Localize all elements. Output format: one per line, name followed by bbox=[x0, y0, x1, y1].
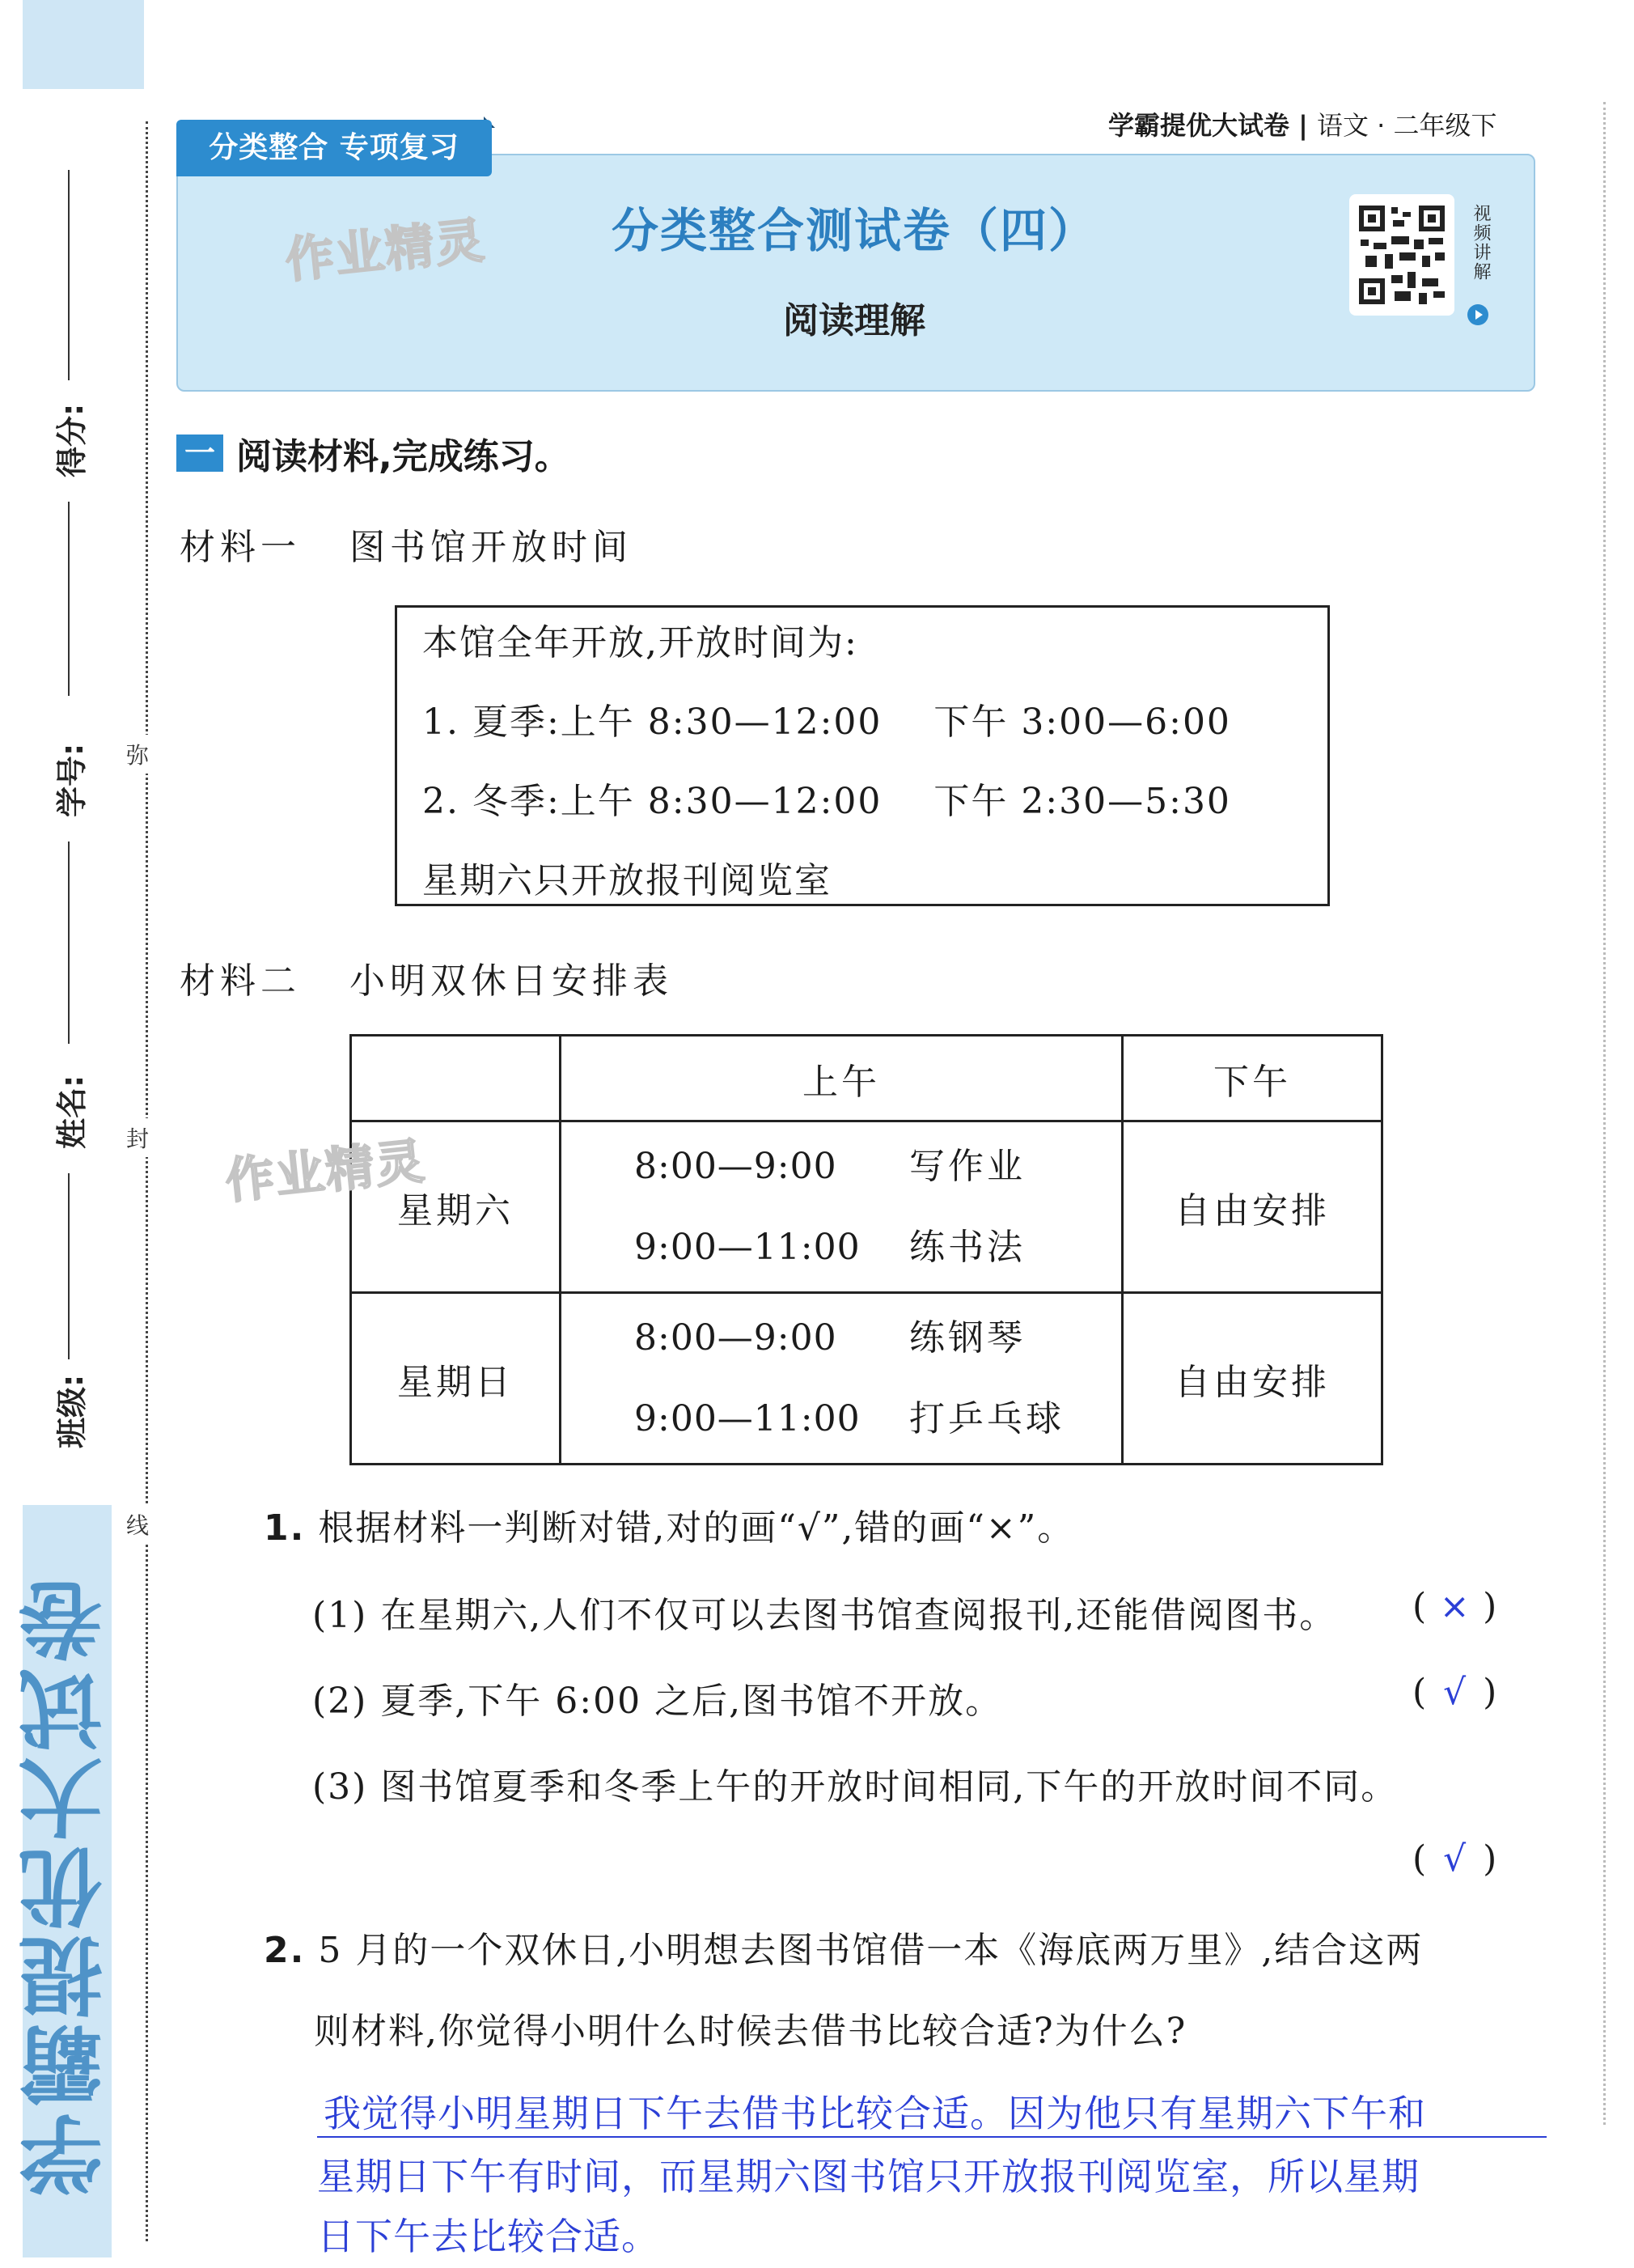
qr-code-icon[interactable] bbox=[1349, 194, 1454, 316]
slot-activity: 练钢琴 bbox=[909, 1316, 1026, 1359]
afternoon-cell: 自由安排 bbox=[1123, 1121, 1382, 1293]
slot-time: 8:00—9:00 bbox=[634, 1316, 837, 1359]
q1-item-3-text: (3) 图书馆夏季和冬季上午的开放时间相同,下午的开放时间不同。 bbox=[312, 1766, 1399, 1808]
table-row bbox=[351, 1293, 1382, 1465]
brand-vertical-logo: 学霸提优大试卷 bbox=[18, 1574, 117, 2197]
book-subject: 语文 · 二年级下 bbox=[1316, 110, 1497, 141]
book-name: 学霸提优大试卷 bbox=[1108, 110, 1290, 141]
question-2-prompt bbox=[264, 1921, 1423, 1973]
watermark-top: 作业精灵 bbox=[282, 212, 489, 290]
table-header-row bbox=[351, 1036, 1382, 1121]
score-line bbox=[68, 170, 70, 380]
category-tag: 分类整合 专项复习 bbox=[176, 120, 492, 176]
right-margin-rule bbox=[1603, 102, 1608, 2125]
test-title: 分类整合测试卷（四） bbox=[611, 203, 1097, 258]
material2-title: 小明双休日安排表 bbox=[349, 960, 673, 1002]
material1-label: 材料一 bbox=[180, 527, 301, 568]
class-line bbox=[68, 1173, 70, 1359]
name-label: 姓名: bbox=[54, 1075, 90, 1149]
table-row bbox=[351, 1121, 1382, 1293]
watermark-middle: 作业精灵 bbox=[222, 1133, 429, 1210]
q2-answer-line-3[interactable]: 日下午去比较合适。 bbox=[317, 2215, 659, 2258]
section-title: 阅读材料,完成练习。 bbox=[236, 436, 570, 477]
question-2-line-1: 5 月的一个双休日,小明想去图书馆借一本《海底两万里》,结合这两 bbox=[318, 1930, 1424, 1971]
student-no-label: 学号: bbox=[54, 743, 90, 817]
slot-time: 9:00—11:00 bbox=[634, 1397, 861, 1439]
column-header-afternoon: 下午 bbox=[1123, 1036, 1382, 1121]
q1-item-2-answer-box[interactable]: ( √ ) bbox=[1412, 1672, 1497, 1713]
book-label: 学霸提优大试卷 | 语文 · 二年级下 bbox=[1108, 110, 1497, 141]
hours-line-summer: 1. 夏季:上午 8:30—12:00 下午 3:00—6:00 bbox=[422, 702, 1231, 743]
schedule-slot bbox=[561, 1379, 1121, 1460]
qr-caption: 视频讲解 bbox=[1471, 204, 1491, 282]
hours-line-saturday: 星期六只开放报刊阅览室 bbox=[422, 860, 832, 901]
answer-underline bbox=[317, 2136, 1547, 2138]
cut-mark-1: 弥 bbox=[126, 735, 149, 774]
hours-line-intro: 本馆全年开放,开放时间为: bbox=[422, 622, 858, 663]
afternoon-cell: 自由安排 bbox=[1123, 1293, 1382, 1465]
class-label: 班级: bbox=[54, 1374, 90, 1448]
day-cell: 星期日 bbox=[351, 1293, 561, 1465]
slot-time: 8:00—9:00 bbox=[634, 1145, 837, 1187]
play-icon[interactable] bbox=[1467, 304, 1488, 325]
schedule-slot bbox=[561, 1126, 1121, 1207]
section-number: 一 bbox=[176, 435, 223, 472]
table-corner-cell bbox=[351, 1036, 561, 1121]
question-2-line-2: 则材料,你觉得小明什么时候去借书比较合适?为什么? bbox=[314, 2011, 1187, 2052]
hours-line-winter: 2. 冬季:上午 8:30—12:00 下午 2:30—5:30 bbox=[422, 781, 1231, 822]
q1-item-2-text: (2) 夏季,下午 6:00 之后,图书馆不开放。 bbox=[312, 1681, 1003, 1722]
cut-mark-2: 封 bbox=[126, 1118, 149, 1157]
slot-activity: 打乒乓球 bbox=[909, 1397, 1065, 1439]
q1-item-1-answer-box[interactable]: ( × ) bbox=[1412, 1586, 1497, 1627]
morning-cell bbox=[561, 1293, 1123, 1465]
name-line bbox=[68, 841, 70, 1044]
question-1-prompt bbox=[264, 1499, 1074, 1550]
q1-item-1-text: (1) 在星期六,人们不仅可以去图书馆查阅报刊,还能借阅图书。 bbox=[312, 1595, 1337, 1636]
morning-cell bbox=[561, 1121, 1123, 1293]
q1-item-3-answer: √ bbox=[1443, 1838, 1467, 1880]
question-1-number: 1. bbox=[264, 1507, 306, 1549]
question-2-number: 2. bbox=[264, 1930, 306, 1971]
score-label: 得分: bbox=[54, 403, 90, 477]
material2-label: 材料二 bbox=[180, 960, 301, 1002]
cut-mark-3: 线 bbox=[126, 1505, 149, 1544]
q2-answer-line-1[interactable]: 我觉得小明星期日下午去借书比较合适。因为他只有星期六下午和 bbox=[324, 2092, 1426, 2135]
schedule-slot bbox=[561, 1207, 1121, 1288]
slot-activity: 练书法 bbox=[909, 1226, 1026, 1268]
slot-time: 9:00—11:00 bbox=[634, 1226, 861, 1268]
q2-answer-line-2[interactable]: 星期日下午有时间，而星期六图书馆只开放报刊阅览室，所以星期 bbox=[317, 2155, 1420, 2198]
day-cell: 星期六 bbox=[351, 1121, 561, 1293]
slot-activity: 写作业 bbox=[909, 1145, 1026, 1187]
schedule-slot bbox=[561, 1298, 1121, 1379]
q1-item-1-answer: × bbox=[1439, 1586, 1470, 1627]
column-header-morning: 上午 bbox=[561, 1036, 1123, 1121]
weekend-schedule-table bbox=[349, 1034, 1383, 1465]
cut-line bbox=[146, 121, 148, 2241]
test-subtitle: 阅读理解 bbox=[783, 300, 925, 341]
top-binding-tab bbox=[23, 0, 144, 89]
q1-item-3-answer-box[interactable]: ( √ ) bbox=[1412, 1838, 1497, 1880]
material1-title: 图书馆开放时间 bbox=[349, 527, 633, 568]
question-1-text: 根据材料一判断对错,对的画“√”,错的画“×”。 bbox=[318, 1507, 1075, 1549]
student-no-line bbox=[68, 502, 70, 696]
q1-item-2-answer: √ bbox=[1443, 1672, 1467, 1713]
